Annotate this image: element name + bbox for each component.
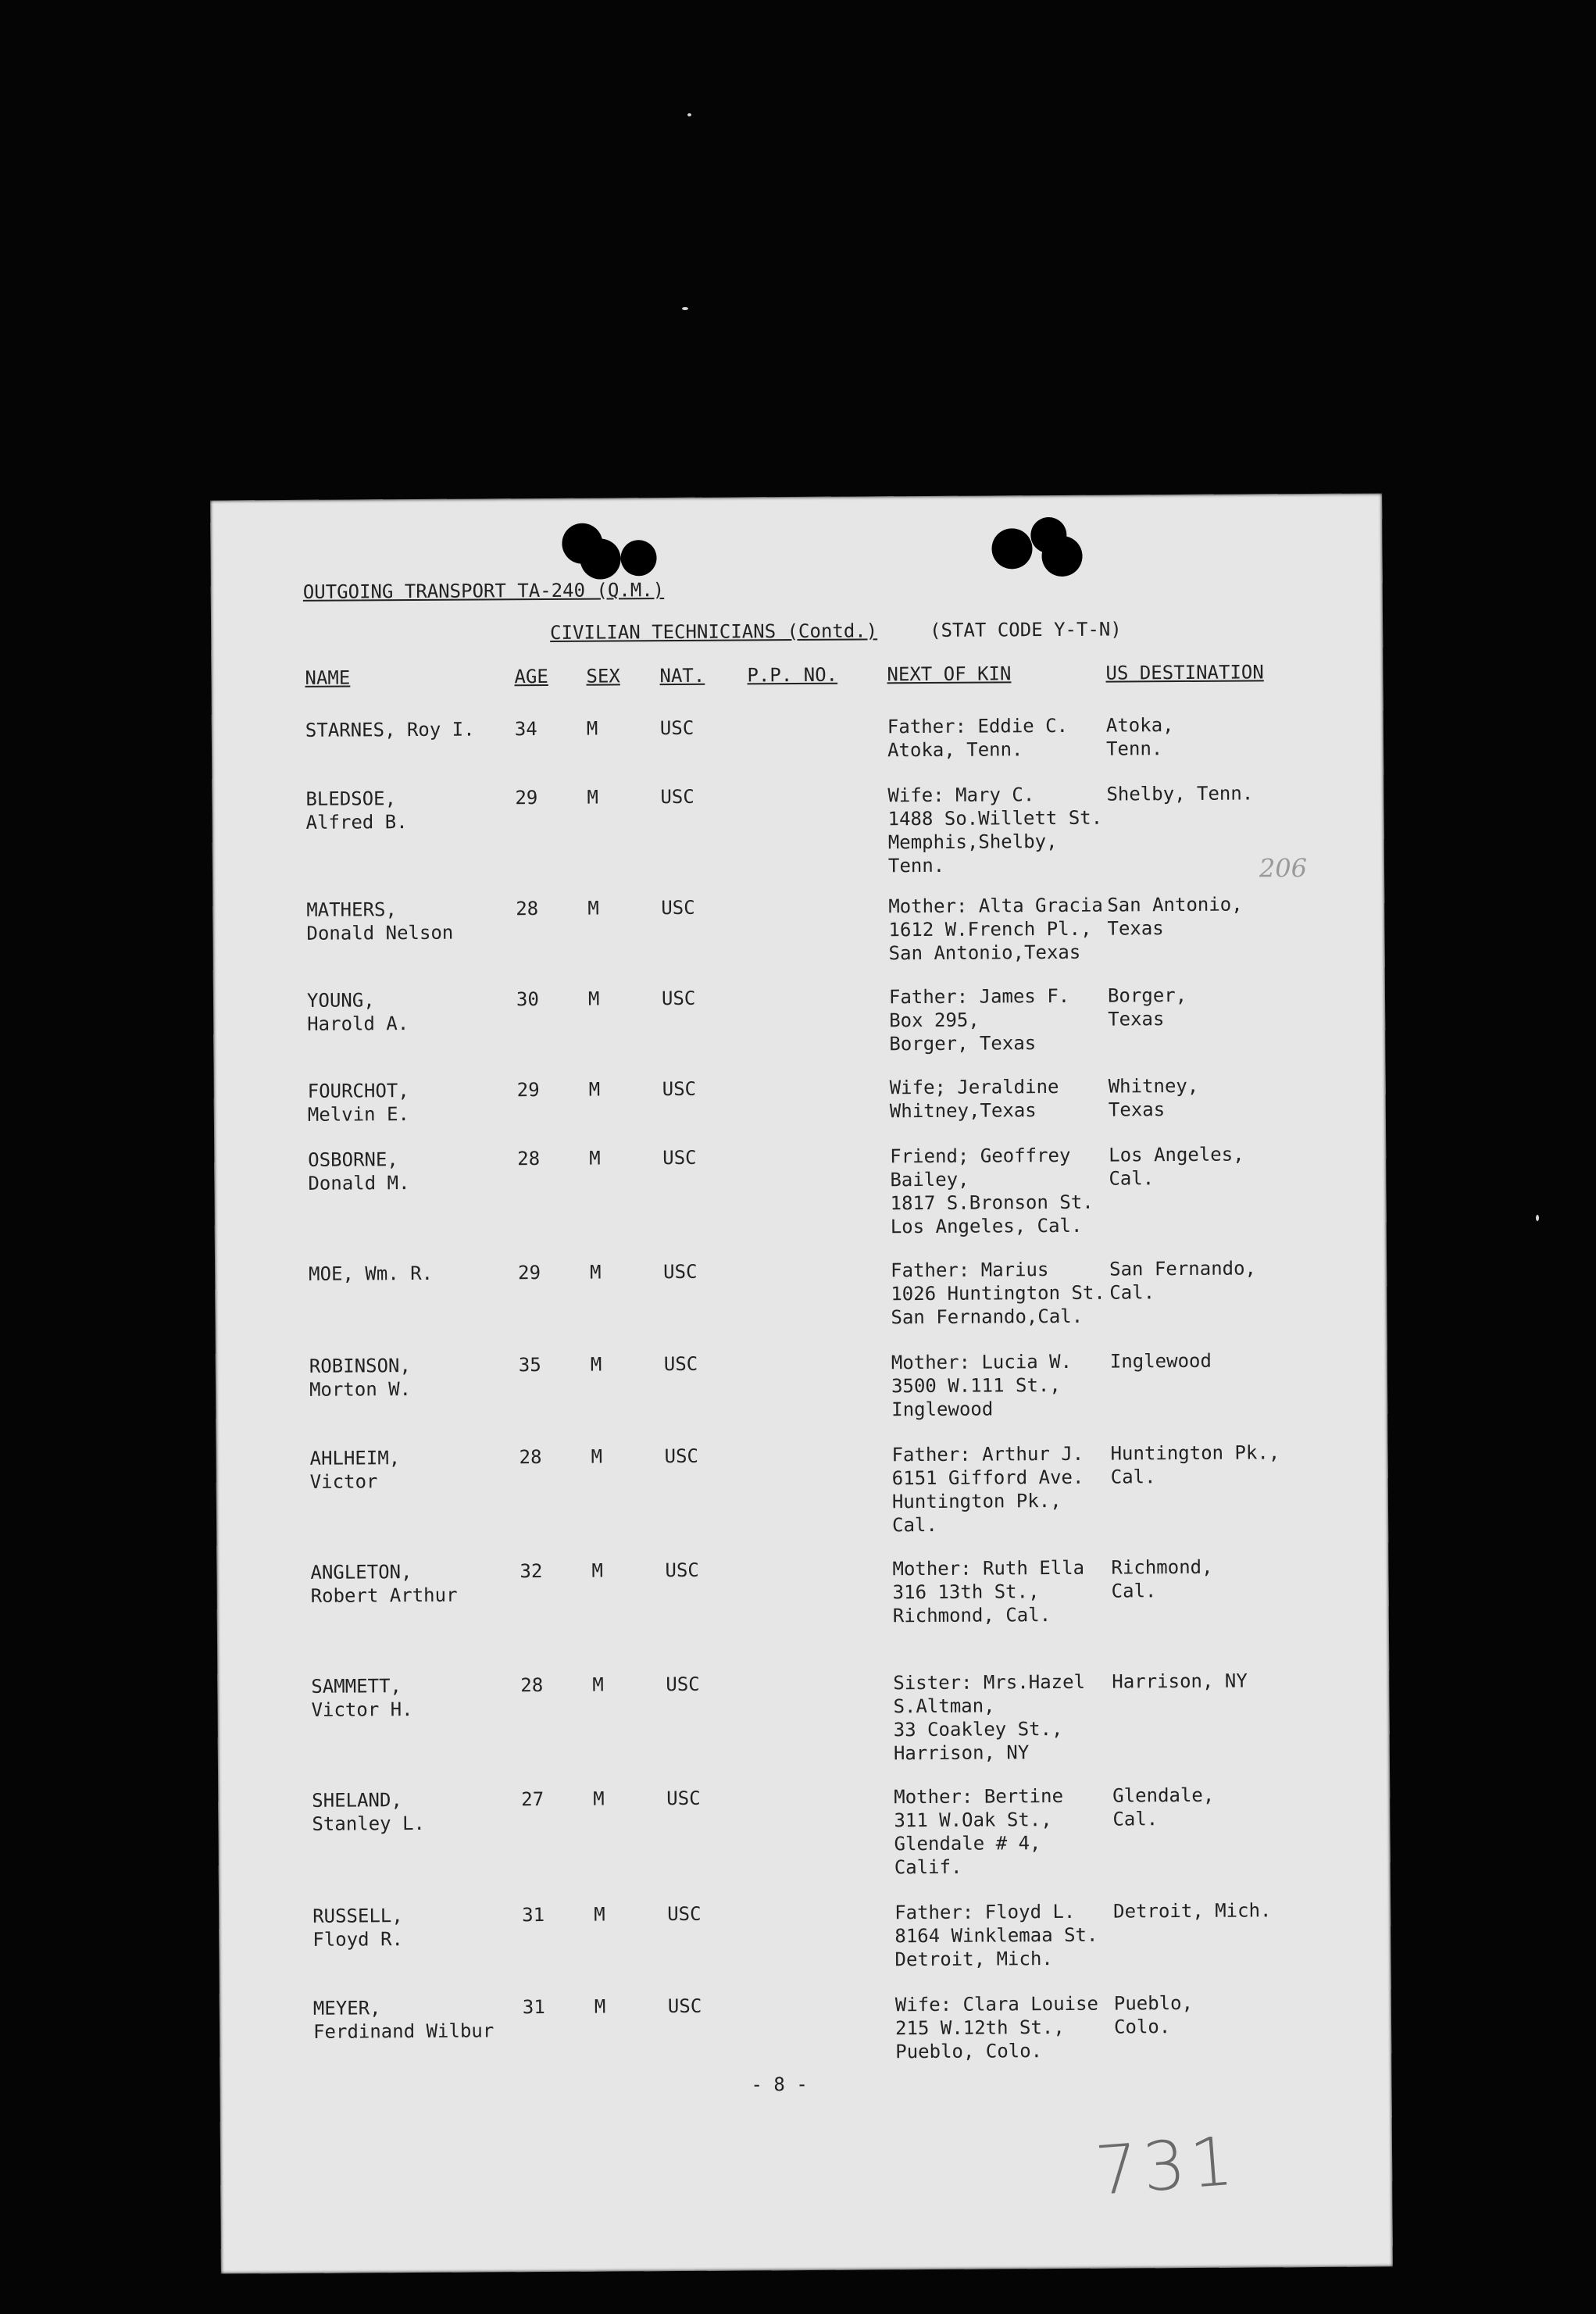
cell-dest: San Antonio, Texas [1107,893,1243,940]
table-row [215,1255,1387,1329]
cell-kin: Mother: Bertine 311 W.Oak St., Glendale # 4, Calif. [894,1784,1064,1879]
cell-dest: Atoka, Tenn. [1105,714,1174,760]
cell-name: ROBINSON, Morton W. [309,1355,412,1401]
cell-age: 32 [520,1560,543,1583]
cell-dest: Richmond, Cal. [1111,1555,1213,1602]
column-header-kin: NEXT OF KIN [887,662,1012,686]
cell-nat: USC [665,1559,699,1582]
dust-speck [687,113,691,116]
cell-nat: USC [666,1787,701,1810]
cell-age: 34 [514,718,537,741]
stamp-number: 206 [1259,853,1308,884]
cell-kin: Mother: Ruth Ella 316 13th St., Richmond, Cal. [892,1556,1085,1627]
cell-sex: M [590,1353,602,1376]
cell-dest: Borger, Texas [1107,984,1187,1030]
cell-age: 28 [520,1674,544,1697]
table-row [220,1990,1391,2063]
cell-sex: M [593,1787,605,1810]
column-header-sex: SEX [586,665,620,687]
column-header-dest: US DESTINATION [1105,661,1264,684]
cell-name: YOUNG, Harold A. [306,989,409,1035]
table-row [214,1141,1386,1238]
table-row [212,712,1384,762]
cell-name: STARNES, Roy I. [305,718,475,741]
cell-age: 31 [522,1904,545,1927]
document-title: OUTGOING TRANSPORT TA-240 (Q.M.) [302,579,665,603]
table-row [216,1440,1387,1537]
cell-nat: USC [667,1902,702,1926]
cell-age: 29 [515,787,538,809]
cell-sex: M [586,717,598,740]
document-page [210,493,1393,2273]
cell-dest: Harrison, NY [1112,1669,1248,1693]
cell-sex: M [588,1078,601,1101]
cell-nat: USC [662,1077,697,1101]
cell-kin: Sister: Mrs.Hazel S.Altman, 33 Coakley St., Harrison, NY [893,1670,1086,1765]
cell-name: MATHERS, Donald Nelson [306,898,454,945]
cell-dest: Huntington Pk., Cal. [1110,1441,1280,1488]
table-row [212,891,1384,965]
table-row [218,1782,1390,1879]
column-header-nat: NAT. [659,664,705,687]
cell-name: BLEDSOE, Alfred B. [305,787,408,834]
cell-nat: USC [661,896,695,920]
cell-sex: M [590,1261,602,1284]
section-title: CIVILIAN TECHNICIANS (Contd.) [550,620,878,644]
cell-kin: Father: Eddie C. Atoka, Tenn. [887,714,1069,762]
table-row [217,1668,1389,1765]
cell-name: MEYER, Ferdinand Wilbur [312,1997,495,2043]
table-row [216,1554,1388,1627]
cell-sex: M [587,786,598,809]
cell-name: ANGLETON, Robert Arthur [310,1561,458,1607]
cell-kin: Wife: Clara Louise 215 W.12th St., Pueblo, Colo. [894,1992,1099,2063]
column-header-age: AGE [514,665,548,688]
cell-age: 31 [522,1996,545,2019]
cell-name: MOE, Wm. R. [309,1262,434,1285]
cell-dest: Pueblo, Colo. [1113,1991,1194,2038]
table-row [213,982,1385,1055]
cell-dest: San Fernando, Cal. [1109,1257,1257,1304]
cell-sex: M [592,1673,604,1696]
cell-kin: Father: Floyd L. 8164 Winklemaa St. Detroit, Mich. [894,1900,1098,1971]
cell-sex: M [589,1147,601,1169]
cell-age: 30 [516,988,539,1011]
table-row [216,1348,1387,1421]
cell-dest: Inglewood [1109,1349,1212,1373]
cell-age: 28 [516,898,539,920]
cell-kin: Father: Arthur J. 6151 Gifford Ave. Huntington Pk., Cal. [891,1442,1084,1537]
cell-dest: Los Angeles, Cal. [1109,1143,1244,1190]
cell-sex: M [587,897,599,920]
dust-speck [1536,1215,1539,1221]
cell-name: OSBORNE, Donald M. [308,1148,410,1194]
punch-hole [1041,536,1082,577]
cell-kin: Father: Marius 1026 Huntington St. San Fernando,Cal. [891,1259,1105,1329]
cell-kin: Wife: Mary C. 1488 So.Willett St. Memphis,Shelby, Tenn. [887,784,1103,877]
stat-code: (STAT CODE Y-T-N) [930,618,1122,641]
cell-kin: Father: James F. Box 295, Borger, Texas [888,984,1070,1055]
cell-kin: Mother: Lucia W. 3500 W.111 St., Inglewood [891,1350,1073,1421]
cell-nat: USC [661,987,696,1010]
cell-sex: M [594,1903,605,1926]
cell-sex: M [587,987,600,1010]
handwritten-number: 731 [1092,2122,1241,2211]
punch-hole [580,538,620,579]
cell-nat: USC [666,1673,700,1696]
cell-sex: M [594,1995,606,2018]
cell-nat: USC [667,1994,702,2018]
cell-nat: USC [662,1146,697,1169]
cell-name: FOURCHOT, Melvin E. [307,1080,410,1126]
cell-age: 29 [516,1079,540,1102]
cell-nat: USC [663,1260,698,1284]
punch-hole [991,528,1032,569]
table-row [214,1073,1386,1126]
cell-nat: USC [660,785,694,809]
cell-age: 29 [518,1262,541,1284]
cell-nat: USC [659,716,694,740]
cell-kin: Wife; Jeraldine Whitney,Texas [889,1075,1059,1123]
cell-name: SHELAND, Stanley L. [312,1789,426,1835]
cell-name: SAMMETT, Victor H. [311,1675,413,1721]
column-header-pp: P.P. NO. [747,663,838,687]
cell-kin: Friend; Geoffrey Bailey, 1817 S.Bronson St. Los Angeles, Cal. [890,1144,1094,1238]
cell-kin: Mother: Alta Gracia 1612 W.French Pl., San Antonio,Texas [888,894,1103,965]
cell-dest: Whitney, Texas [1108,1074,1199,1121]
cell-dest: Shelby, Tenn. [1106,782,1254,805]
punch-hole [620,540,656,576]
cell-name: AHLHEIM, Victor [309,1447,401,1493]
table-row [219,1898,1391,1971]
cell-nat: USC [664,1444,699,1468]
cell-dest: Glendale, Cal. [1112,1784,1215,1830]
page-number: - 8 - [751,2073,808,2096]
dust-speck [682,307,688,310]
cell-name: RUSSELL, Floyd R. [312,1905,404,1951]
column-header-name: NAME [305,666,351,689]
cell-age: 28 [517,1148,541,1170]
cell-nat: USC [663,1352,698,1376]
cell-dest: Detroit, Mich. [1113,1899,1272,1923]
cell-sex: M [591,1559,603,1582]
cell-sex: M [591,1445,603,1468]
cell-age: 28 [519,1446,542,1469]
cell-age: 27 [521,1788,544,1811]
cell-age: 35 [518,1354,541,1377]
